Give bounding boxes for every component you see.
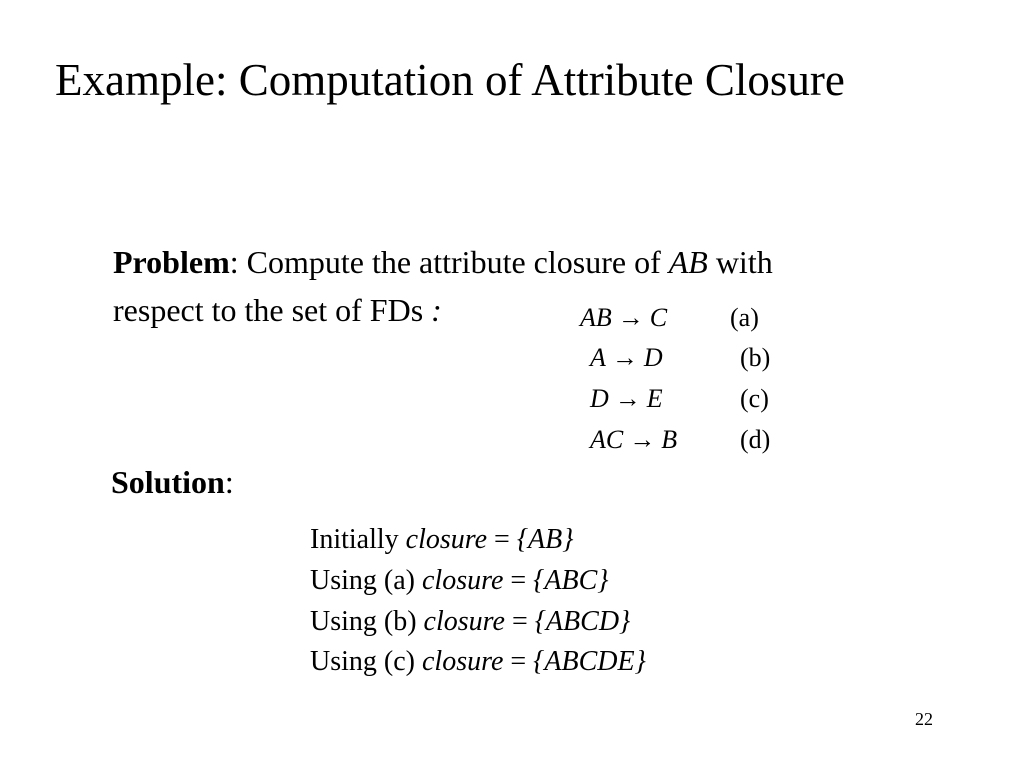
step-equals: = bbox=[503, 565, 534, 596]
step-value: {AB} bbox=[516, 524, 574, 555]
arrow-icon: → bbox=[629, 425, 656, 454]
solution-step-2 bbox=[310, 563, 608, 599]
step-closure-word: closure bbox=[421, 646, 504, 677]
fd-row-b bbox=[590, 342, 790, 374]
problem-text-after: with bbox=[707, 244, 773, 280]
fd-rhs: C bbox=[649, 303, 668, 332]
fd-lhs: D bbox=[590, 384, 609, 413]
step-prefix: Initially bbox=[310, 524, 406, 555]
step-prefix: Using (c) bbox=[310, 646, 422, 677]
step-prefix: Using (b) bbox=[310, 606, 424, 637]
solution-step-4 bbox=[310, 644, 646, 680]
problem-statement-line2 bbox=[113, 290, 442, 330]
fd-lhs: AB bbox=[580, 303, 612, 332]
fd-tag: (d) bbox=[740, 425, 771, 454]
fd-lhs: A bbox=[590, 343, 606, 372]
step-value: {ABCD} bbox=[534, 606, 631, 637]
fd-tag: (c) bbox=[740, 384, 769, 413]
step-prefix: Using (a) bbox=[310, 565, 422, 596]
step-equals: = bbox=[504, 606, 535, 637]
step-value: {ABCDE} bbox=[533, 646, 646, 677]
problem-label: Problem bbox=[113, 244, 230, 280]
slide-title: Example: Computation of Attribute Closure bbox=[55, 55, 845, 105]
fd-rhs: B bbox=[661, 425, 678, 454]
problem-colon: : bbox=[229, 244, 239, 280]
solution-heading bbox=[111, 462, 234, 502]
fd-row-a bbox=[580, 302, 780, 334]
fd-rhs: E bbox=[646, 384, 663, 413]
arrow-icon: → bbox=[614, 384, 641, 413]
page-number: 22 bbox=[915, 709, 933, 729]
fd-tag: (a) bbox=[730, 303, 759, 332]
arrow-icon: → bbox=[611, 343, 638, 372]
step-equals: = bbox=[487, 524, 517, 555]
fd-lhs: AC bbox=[590, 425, 624, 454]
problem-attribute: AB bbox=[668, 244, 708, 280]
problem-text-before: Compute the attribute closure of bbox=[238, 244, 669, 280]
step-closure-word: closure bbox=[423, 606, 505, 637]
step-closure-word: closure bbox=[421, 565, 504, 596]
solution-step-1 bbox=[310, 522, 573, 558]
fd-rhs: D bbox=[643, 343, 663, 372]
solution-colon: : bbox=[224, 464, 234, 500]
fd-row-c bbox=[590, 383, 790, 415]
solution-label: Solution bbox=[111, 464, 225, 500]
problem-statement-line1 bbox=[113, 242, 773, 282]
step-equals: = bbox=[503, 646, 534, 677]
step-value: {ABC} bbox=[533, 565, 609, 596]
fd-row-d bbox=[590, 424, 790, 456]
solution-step-3 bbox=[310, 604, 630, 640]
step-closure-word: closure bbox=[405, 524, 488, 555]
problem-line2-colon: : bbox=[431, 292, 442, 328]
arrow-icon: → bbox=[617, 303, 644, 332]
problem-line2-text: respect to the set of FDs bbox=[113, 292, 432, 328]
fd-tag: (b) bbox=[740, 343, 771, 372]
